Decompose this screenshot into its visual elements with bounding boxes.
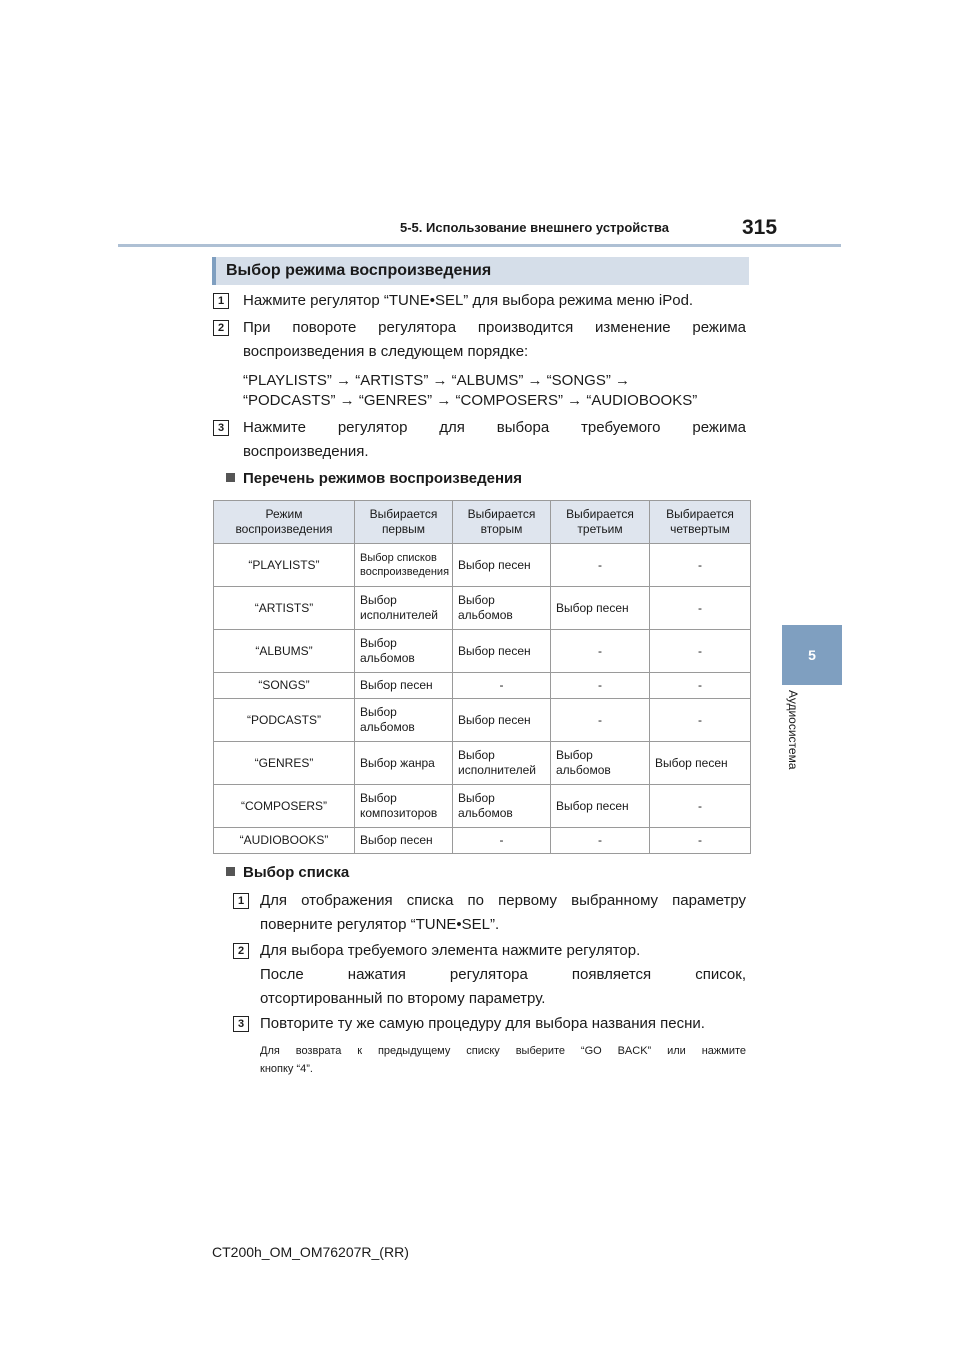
list-step-3-text: Повторите ту же самую процедуру для выбора названия песни. <box>260 1015 705 1032</box>
table-cell: Выбор альбомов <box>453 587 551 630</box>
mode-order-line2: “PODCASTS” → “GENRES” → “COMPOSERS” → “AUDIOBOOKS” <box>243 392 698 409</box>
table-subheading <box>226 470 522 487</box>
list-subheading-text: Выбор списка <box>243 864 350 881</box>
table-cell: - <box>551 699 650 742</box>
list-step-2-badge: 2 <box>233 943 249 959</box>
table-cell: Выбор песен <box>453 630 551 673</box>
table-cell: “ARTISTS” <box>214 587 355 630</box>
table-cell: - <box>650 699 751 742</box>
chapter-label: Аудиосистема <box>786 690 800 770</box>
step-2-text-line2: воспроизведения в следующем порядке: <box>243 343 529 360</box>
table-cell: Выбор песен <box>453 699 551 742</box>
table-cell: Выбор списков воспроизведения <box>355 544 453 587</box>
table-cell: “SONGS” <box>214 673 355 699</box>
modes-table <box>213 500 751 854</box>
square-bullet-icon <box>226 867 235 876</box>
table-row <box>214 828 751 854</box>
list-step-3-badge: 3 <box>233 1016 249 1032</box>
table-cell: Выбор песен <box>453 544 551 587</box>
col-header: Выбирается третьим <box>551 501 650 544</box>
table-cell: Выбор альбомов <box>355 630 453 673</box>
table-cell: Выбор исполнителей <box>453 742 551 785</box>
table-cell: “PLAYLISTS” <box>214 544 355 587</box>
table-cell: - <box>650 673 751 699</box>
table-cell: Выбор альбомов <box>355 699 453 742</box>
col-header: Выбирается вторым <box>453 501 551 544</box>
step-1-text: Нажмите регулятор “TUNE•SEL” для выбора режима меню iPod. <box>243 292 694 309</box>
section-banner <box>212 257 749 285</box>
table-row <box>214 544 751 587</box>
table-header-row <box>214 501 751 544</box>
step-1-badge: 1 <box>213 293 229 309</box>
chapter-tab: 5 <box>782 625 842 685</box>
document-code: CT200h_OM_OM76207R_(RR) <box>212 1244 409 1260</box>
list-step-2-line1: Для выбора требуемого элемента нажмите регулятор. <box>260 942 641 959</box>
list-step-1-badge: 1 <box>233 893 249 909</box>
table-cell: Выбор песен <box>551 587 650 630</box>
list-step-1-line2: поверните регулятор “TUNE•SEL”. <box>260 916 500 933</box>
list-step-1-line1: Для отображения списка по первому выбранному параметру <box>260 892 746 909</box>
table-cell: - <box>453 828 551 854</box>
table-cell: Выбор песен <box>355 673 453 699</box>
table-subheading-text: Перечень режимов воспроизведения <box>243 470 523 487</box>
step-2-text-line1: При повороте регулятора производится изменение режима <box>243 319 746 336</box>
step-3-text-line1: Нажмите регулятор для выбора требуемого режима <box>243 419 746 436</box>
table-cell: “COMPOSERS” <box>214 785 355 828</box>
square-bullet-icon <box>226 473 235 482</box>
table-cell: Выбор исполнителей <box>355 587 453 630</box>
table-cell: - <box>650 630 751 673</box>
col-header: Режим воспроизведения <box>214 501 355 544</box>
mode-order-line1: “PLAYLISTS” → “ARTISTS” → “ALBUMS” → “SONGS” → <box>243 372 630 389</box>
list-step-2-line3: отсортированный по второму параметру. <box>260 990 546 1007</box>
table-cell: Выбор жанра <box>355 742 453 785</box>
table-cell: Выбор композиторов <box>355 785 453 828</box>
section-title: Выбор режима воспроизведения <box>226 262 492 279</box>
table-cell: - <box>650 828 751 854</box>
table-cell: - <box>453 673 551 699</box>
col-header: Выбирается четвертым <box>650 501 751 544</box>
table-cell: - <box>650 544 751 587</box>
step-2-badge: 2 <box>213 320 229 336</box>
table-cell: Выбор песен <box>650 742 751 785</box>
table-cell: - <box>551 673 650 699</box>
table-row <box>214 785 751 828</box>
table-cell: - <box>650 785 751 828</box>
table-row <box>214 673 751 699</box>
table-cell: - <box>551 544 650 587</box>
table-row <box>214 630 751 673</box>
note-line2: кнопку “4”. <box>260 1063 313 1075</box>
table-cell: “GENRES” <box>214 742 355 785</box>
page-number: 315 <box>742 216 778 239</box>
table-cell: - <box>551 828 650 854</box>
table-cell: “AUDIOBOOKS” <box>214 828 355 854</box>
table-row <box>214 699 751 742</box>
table-cell: - <box>650 587 751 630</box>
step-3-badge: 3 <box>213 420 229 436</box>
list-step-2-line2: После нажатия регулятора появляется список, <box>260 966 746 983</box>
table-cell: Выбор альбомов <box>453 785 551 828</box>
list-subheading <box>226 864 349 881</box>
note-line1: Для возврата к предыдущему списку выберите “GO BACK” или нажмите <box>260 1045 746 1057</box>
table-row <box>214 587 751 630</box>
header-rule <box>118 244 841 247</box>
table-cell: Выбор песен <box>355 828 453 854</box>
table-cell: “PODCASTS” <box>214 699 355 742</box>
table-cell: “ALBUMS” <box>214 630 355 673</box>
section-header: 5-5. Использование внешнего устройства <box>400 220 669 235</box>
table-cell: Выбор альбомов <box>551 742 650 785</box>
table-cell: Выбор песен <box>551 785 650 828</box>
table-row <box>214 742 751 785</box>
step-3-text-line2: воспроизведения. <box>243 443 369 460</box>
table-cell: - <box>551 630 650 673</box>
col-header: Выбирается первым <box>355 501 453 544</box>
